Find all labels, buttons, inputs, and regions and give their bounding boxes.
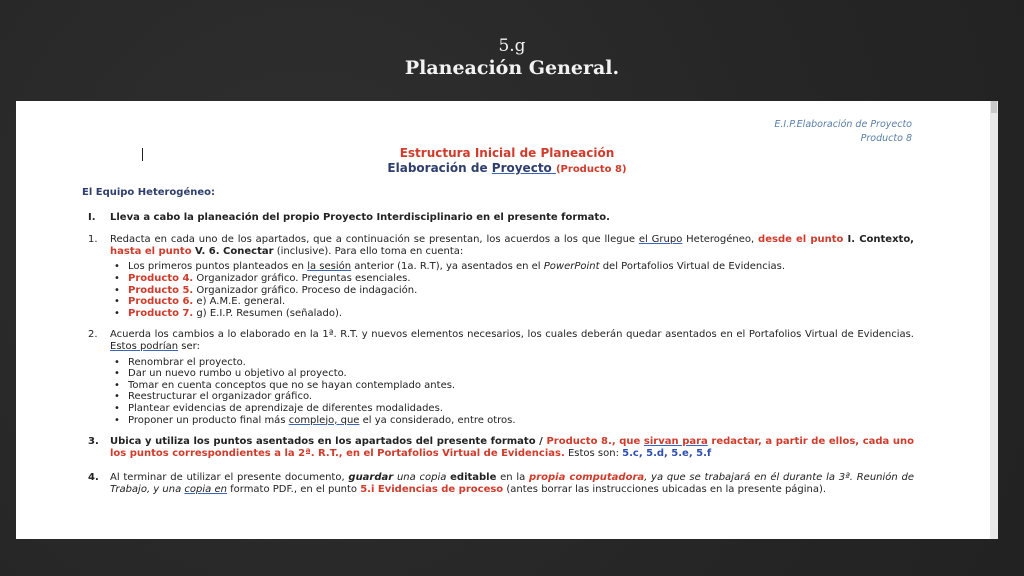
item-number: 3. bbox=[88, 436, 99, 448]
list-item bbox=[114, 308, 914, 320]
item-text bbox=[110, 472, 914, 495]
subtitle-text: Elaboración de bbox=[387, 161, 492, 175]
text-run: el Grupo bbox=[638, 234, 683, 246]
text-run: Proponer un producto final más bbox=[128, 414, 289, 426]
item-text bbox=[110, 329, 914, 352]
instruction-2 bbox=[82, 329, 914, 352]
text-run: guardar bbox=[348, 472, 394, 484]
text-run: 5.c, 5.d, 5.e, 5.f bbox=[622, 447, 712, 459]
text-run: desde el punto bbox=[758, 234, 844, 246]
slide-title bbox=[0, 36, 1024, 81]
instruction-I bbox=[82, 212, 914, 224]
text-run: g) E.I.P. Resumen (señalado). bbox=[193, 307, 343, 319]
text-run: propia computadora bbox=[529, 472, 645, 484]
document-page bbox=[16, 101, 998, 539]
text-run: Producto 4. bbox=[128, 272, 194, 284]
text-run: redactar, a partir de ellos, cada uno los puntos correspondientes a la 2ª. R.T., en el Portafolios Virtual de Evidencias. bbox=[110, 436, 915, 459]
instruction-1 bbox=[82, 234, 914, 257]
text-run: la sesión bbox=[307, 261, 352, 273]
header-project-label: E.I.P.Elaboración de Proyecto bbox=[774, 119, 912, 130]
document-header bbox=[774, 118, 912, 146]
document-body bbox=[82, 187, 914, 499]
subtitle-project: Proyecto bbox=[491, 161, 556, 175]
text-run: Los primeros puntos planteados en bbox=[128, 261, 308, 273]
text-run: Producto 6. bbox=[128, 296, 194, 308]
text-run: Producto 7. bbox=[128, 307, 194, 319]
text-run: en la bbox=[496, 472, 530, 484]
text-run: , ya que se trabajará en él durante la 3ª. Reunión de Trabajo, y una bbox=[110, 472, 914, 495]
text-run: hasta el punto bbox=[110, 245, 192, 257]
text-run: (inclusive). Para ello toma en cuenta: bbox=[273, 245, 464, 257]
instruction-3 bbox=[82, 436, 914, 459]
item-number: 2. bbox=[88, 329, 98, 341]
subtitle-product: (Producto 8) bbox=[555, 164, 627, 175]
text-run: Acuerda los cambios a lo elaborado en la 1ª. R.T. y nuevos elementos necesarios, los cuales deberán quedar asentados en el Portafolios Virtual de Evidencias. bbox=[110, 329, 914, 341]
document-title: Estructura Inicial de Planeación bbox=[399, 146, 615, 160]
item-number: 1. bbox=[88, 234, 98, 246]
text-run: formato PDF., en el punto bbox=[226, 483, 361, 495]
text-run: Organizador gráfico. Preguntas esenciales. bbox=[193, 272, 411, 284]
text-run: Heterogéneo, bbox=[682, 234, 759, 246]
text-run: del Portafolios Virtual de Evidencias. bbox=[599, 261, 785, 273]
slide-heading: Planeación General. bbox=[404, 57, 620, 80]
text-run: 5.i Evidencias de proceso bbox=[360, 483, 504, 495]
text-run: V. 6. Conectar bbox=[191, 245, 274, 257]
list-item: • Dar un nuevo rumbo u objetivo al proyecto. bbox=[114, 368, 914, 380]
text-run: el ya considerado, entre otros. bbox=[359, 414, 516, 426]
document-subtitle bbox=[16, 161, 998, 175]
list-item bbox=[114, 296, 914, 308]
text-run: editable bbox=[450, 472, 497, 484]
bullet-list-1 bbox=[82, 261, 914, 319]
list-item bbox=[114, 273, 914, 285]
list-item: • Reestructurar el organizador gráfico. bbox=[114, 391, 914, 403]
list-item bbox=[114, 261, 914, 273]
text-run: e) A.M.E. general. bbox=[193, 296, 286, 308]
item-number: 4. bbox=[88, 472, 99, 484]
instruction-4 bbox=[82, 472, 914, 495]
list-item: • Plantear evidencias de aprendizaje de diferentes modalidades. bbox=[114, 403, 914, 415]
text-run: complejo, que bbox=[288, 414, 360, 426]
text-run: Organizador gráfico. Proceso de indagación. bbox=[193, 284, 418, 296]
text-run: , que bbox=[611, 436, 644, 448]
text-run: (antes borrar las instrucciones ubicadas en la presente página). bbox=[503, 483, 827, 495]
list-item bbox=[114, 415, 914, 427]
item-text bbox=[110, 234, 914, 257]
text-run: Estos son: bbox=[564, 447, 623, 459]
text-run: PowerPoint bbox=[543, 261, 600, 273]
text-run: Producto 5. bbox=[128, 284, 194, 296]
item-text: Lleva a cabo la planeación del propio Proyecto Interdisciplinario en el presente formato. bbox=[110, 211, 610, 223]
list-item bbox=[114, 285, 914, 297]
text-run: I. Contexto, bbox=[843, 234, 914, 246]
list-item: • Renombrar el proyecto. bbox=[114, 357, 914, 369]
item-text bbox=[110, 436, 914, 459]
text-run: Estos podrían bbox=[110, 340, 179, 352]
text-run: anterior (1a. R.T), ya asentados en el bbox=[351, 261, 544, 273]
text-run: sirvan para bbox=[643, 436, 708, 448]
item-number: I. bbox=[88, 211, 96, 223]
text-run: ser: bbox=[178, 340, 200, 352]
text-run: Al terminar de utilizar el presente documento, bbox=[110, 472, 349, 484]
text-run: copia en bbox=[184, 483, 227, 495]
scrollbar-thumb[interactable] bbox=[991, 101, 997, 113]
slide-number: 5.g bbox=[498, 36, 526, 56]
text-run: Redacta en cada uno de los apartados, que a continuación se presentan, los acuerdos a los que llegue bbox=[110, 234, 639, 246]
text-run: Producto 8. bbox=[546, 436, 612, 448]
text-run: Ubica y utiliza los puntos asentados en los apartados del presente formato / bbox=[110, 436, 547, 448]
list-item: • Tomar en cuenta conceptos que no se hayan contemplado antes. bbox=[114, 380, 914, 392]
team-heading: El Equipo Heterogéneo: bbox=[82, 187, 216, 198]
text-run: una copia bbox=[393, 472, 451, 484]
bullet-list-2 bbox=[82, 357, 914, 427]
header-product-label: Producto 8 bbox=[860, 133, 912, 144]
